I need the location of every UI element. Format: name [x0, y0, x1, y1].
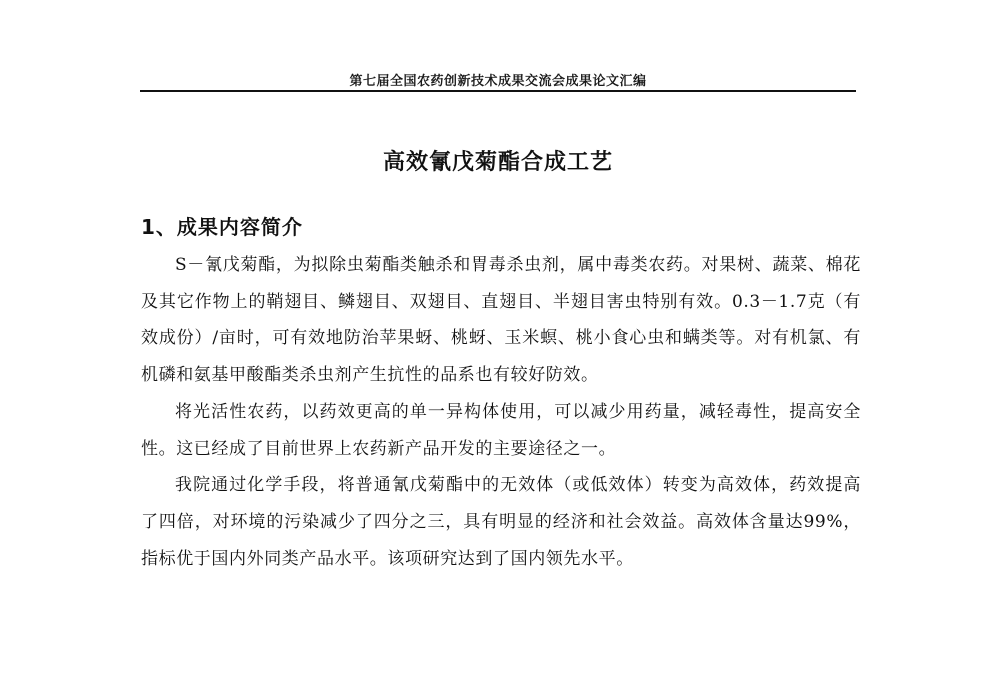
document-title: 高效氰戊菊酯合成工艺 [382, 150, 613, 175]
section-heading: 1、成果内容简介 [141, 215, 303, 239]
paragraph: 将光活性农药，以药效更高的单一异构体使用，可以减少用药量，减轻毒性，提高安全性。这已经成了目前世界上农药新产品开发的主要途径之一。 [141, 401, 861, 459]
running-header: 第七届全国农药创新技术成果交流会成果论文汇编 [349, 74, 647, 89]
body-text [141, 247, 861, 577]
paragraph: S－氰戊菊酯，为拟除虫菊酯类触杀和胃毒杀虫剂，属中毒类农药。对果树、蔬菜、棉花及其它作物上的鞘翅目、鳞翅目、双翅目、直翅目、半翅目害虫特别有效。0.3－1.7克（有效成份）/亩时，可有效地防治苹果蚜、桃蚜、玉米螟、桃小食心虫和螨类等。对有机氯、有机磷和氨基甲酸酯类杀虫剂产生抗性的品系也有较好防效。 [141, 255, 861, 386]
header-rule [140, 90, 856, 92]
paragraph: 我院通过化学手段，将普通氰戊菊酯中的无效体（或低效体）转变为高效体，药效提高了四倍，对环境的污染减少了四分之三，具有明显的经济和社会效益。高效体含量达99%，指标优于国内外同类产品水平。该项研究达到了国内领先水平。 [141, 475, 861, 569]
